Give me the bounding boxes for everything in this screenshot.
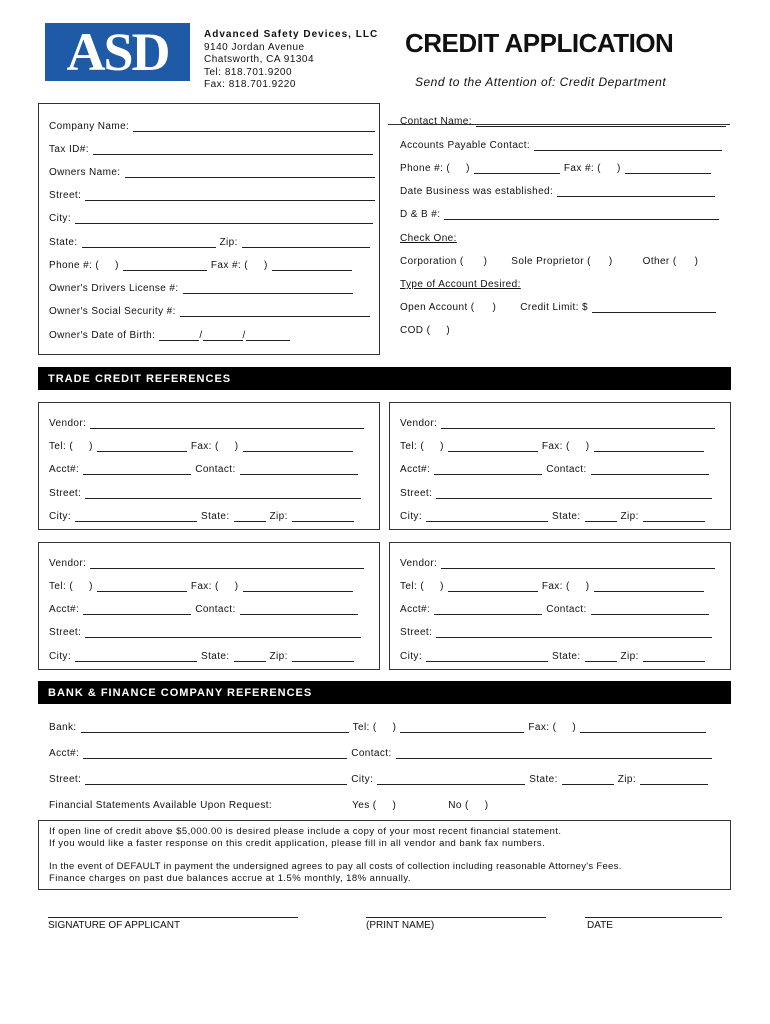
trade3-fax-label: Fax: ( — [190, 581, 219, 592]
bank-fax-input[interactable] — [580, 723, 706, 733]
trade4-street-row — [400, 624, 716, 638]
bank-contact-input[interactable] — [396, 749, 712, 759]
trade1-street-input[interactable] — [85, 489, 361, 499]
city-input[interactable] — [75, 214, 373, 224]
trade4-state-input[interactable] — [585, 652, 617, 662]
trade2-tel-close: ) — [440, 441, 444, 452]
drivers-license-row — [49, 280, 357, 294]
trade4-contact-label: Contact: — [546, 604, 587, 615]
fax-label: Fax #: ( — [210, 260, 248, 271]
page-title: CREDIT APPLICATION — [405, 28, 674, 58]
right-phone-label: Phone #: ( — [400, 163, 451, 174]
ap-contact-label: Accounts Payable Contact: — [400, 140, 531, 151]
trade2-street-label: Street: — [400, 488, 433, 499]
trade4-city-label: City: — [400, 651, 422, 662]
trade2-city-input[interactable] — [426, 512, 548, 522]
dnb-row — [400, 206, 723, 220]
fin-statements-row — [49, 797, 488, 811]
trade2-street-input[interactable] — [436, 489, 712, 499]
drivers-license-input[interactable] — [183, 284, 353, 294]
trade4-tel-close: ) — [440, 581, 444, 592]
trade4-zip-input[interactable] — [643, 652, 705, 662]
trade4-contact-input[interactable] — [591, 605, 709, 615]
trade4-street-label: Street: — [400, 627, 433, 638]
phone-input[interactable] — [123, 261, 207, 271]
company-address-2: Chatsworth, CA 91304 — [204, 54, 315, 65]
note-line-3: In the event of DEFAULT in payment the undersigned agrees to pay all costs of collection including reasonable Attorney's Fees. — [49, 861, 622, 872]
trade4-tel-input[interactable] — [448, 582, 538, 592]
trade3-contact-label: Contact: — [195, 604, 236, 615]
company-name-input[interactable] — [133, 122, 375, 132]
fax-input[interactable] — [272, 261, 352, 271]
business-type-row — [400, 253, 698, 267]
bank-zip-label: Zip: — [617, 774, 637, 785]
dob-month-input[interactable] — [159, 331, 199, 341]
date-established-row — [400, 183, 719, 197]
trade4-acct-contact-row — [400, 601, 713, 615]
right-fax-input[interactable] — [625, 164, 711, 174]
trade3-vendor-row — [49, 555, 368, 569]
trade1-acct-input[interactable] — [83, 465, 191, 475]
bank-tel-label: Tel: ( — [352, 722, 377, 733]
fin-statements-label: Financial Statements Available Upon Request: — [49, 800, 273, 811]
trade3-fax-close: ) — [234, 581, 239, 592]
contact-name-label: Contact Name: — [400, 116, 472, 127]
street-row — [49, 187, 379, 201]
credit-limit-label: Credit Limit: $ — [520, 302, 588, 313]
trade1-contact-input[interactable] — [240, 465, 358, 475]
dob-slash-1: / — [199, 330, 203, 341]
dnb-label: D & B #: — [400, 209, 441, 220]
trade1-zip-label: Zip: — [269, 511, 288, 522]
trade2-state-input[interactable] — [585, 512, 617, 522]
type-account-label: Type of Account Desired: — [400, 279, 521, 290]
phone-fax-row — [49, 257, 356, 271]
trade2-city-row — [400, 508, 709, 522]
dob-year-input[interactable] — [246, 331, 290, 341]
city-label: City: — [49, 213, 71, 224]
trade3-street-row — [49, 624, 365, 638]
company-name-label: Company Name: — [49, 121, 130, 132]
note-line-2: If you would like a faster response on this credit application, please fill in all vendor and bank fax numbers. — [49, 838, 546, 849]
fin-yes-close: ) — [392, 800, 397, 811]
trade1-fax-input[interactable] — [243, 442, 353, 452]
right-phone-close: ) — [466, 163, 470, 174]
city-row — [49, 210, 377, 224]
fin-yes-label: Yes ( — [352, 800, 377, 811]
bank-row — [49, 719, 710, 733]
trade4-fax-label: Fax: ( — [541, 581, 570, 592]
trade2-contact-input[interactable] — [591, 465, 709, 475]
trade2-vendor-input[interactable] — [441, 419, 715, 429]
other-label: Other ( — [642, 256, 677, 267]
credit-limit-input[interactable] — [592, 303, 716, 313]
date-label: DATE — [587, 920, 613, 931]
trade2-tel-input[interactable] — [448, 442, 538, 452]
bank-state-input[interactable] — [562, 775, 614, 785]
trade3-city-input[interactable] — [75, 652, 197, 662]
trade2-city-label: City: — [400, 511, 422, 522]
cod-label: COD ( — [400, 325, 431, 336]
trade2-tel-fax-row — [400, 438, 708, 452]
dnb-input[interactable] — [444, 210, 719, 220]
trade4-tel-fax-row — [400, 578, 708, 592]
trade1-city-row — [49, 508, 358, 522]
trade1-street-label: Street: — [49, 488, 82, 499]
trade2-fax-input[interactable] — [594, 442, 704, 452]
trade2-acct-contact-row — [400, 461, 713, 475]
company-name-row — [49, 118, 379, 132]
fin-no-close: ) — [484, 800, 489, 811]
dob-label: Owner's Date of Birth: — [49, 330, 156, 341]
check-one-row — [400, 230, 457, 244]
trade1-city-input[interactable] — [75, 512, 197, 522]
trade1-acct-contact-row — [49, 461, 362, 475]
print-name-line[interactable] — [366, 917, 546, 918]
cod-row — [400, 322, 450, 336]
state-label: State: — [49, 237, 78, 248]
type-account-row — [400, 276, 521, 290]
open-account-label: Open Account ( — [400, 302, 475, 313]
trade2-fax-close: ) — [585, 441, 590, 452]
open-account-row — [400, 299, 720, 313]
trade3-city-label: City: — [49, 651, 71, 662]
right-phone-fax-row — [400, 160, 715, 174]
zip-label: Zip: — [219, 237, 238, 248]
trade4-vendor-row — [400, 555, 719, 569]
trade4-zip-label: Zip: — [620, 651, 639, 662]
bank-tel-input[interactable] — [400, 723, 524, 733]
note-line-1: If open line of credit above $5,000.00 is desired please include a copy of your most recent financial statement. — [49, 826, 562, 837]
drivers-license-label: Owner's Drivers License #: — [49, 283, 179, 294]
contact-name-input[interactable] — [476, 117, 726, 127]
trade3-acct-label: Acct#: — [49, 604, 80, 615]
tax-id-input[interactable] — [93, 145, 373, 155]
trade2-contact-label: Contact: — [546, 464, 587, 475]
dob-row — [49, 327, 294, 341]
trade3-tel-close: ) — [89, 581, 93, 592]
sole-prop-close: ) — [608, 256, 613, 267]
corporation-label: Corporation ( — [400, 256, 464, 267]
trade4-fax-close: ) — [585, 581, 590, 592]
bank-street-row — [49, 771, 712, 785]
trade4-street-input[interactable] — [436, 628, 712, 638]
trade4-city-row — [400, 648, 709, 662]
trade1-state-input[interactable] — [234, 512, 266, 522]
trade2-acct-input[interactable] — [434, 465, 542, 475]
bank-acct-row — [49, 745, 716, 759]
trade1-city-label: City: — [49, 511, 71, 522]
ssn-row — [49, 303, 374, 317]
trade4-vendor-input[interactable] — [441, 559, 715, 569]
trade1-fax-label: Fax: ( — [190, 441, 219, 452]
trade1-vendor-input[interactable] — [90, 419, 364, 429]
trade3-street-input[interactable] — [85, 628, 361, 638]
fax-close: ) — [264, 260, 268, 271]
trade3-vendor-input[interactable] — [90, 559, 364, 569]
trade3-fax-input[interactable] — [243, 582, 353, 592]
trade1-state-label: State: — [201, 511, 230, 522]
trade1-vendor-label: Vendor: — [49, 418, 87, 429]
trade3-vendor-label: Vendor: — [49, 558, 87, 569]
trade4-tel-label: Tel: ( — [400, 581, 425, 592]
corporation-close: ) — [483, 256, 488, 267]
bank-fax-label: Fax: ( — [528, 722, 557, 733]
ap-contact-input[interactable] — [534, 141, 722, 151]
dob-slash-2: / — [242, 330, 246, 341]
signature-line[interactable] — [48, 917, 298, 918]
right-fax-label: Fax #: ( — [563, 163, 601, 174]
trade4-fax-input[interactable] — [594, 582, 704, 592]
bank-acct-label: Acct#: — [49, 748, 80, 759]
bank-references-header: BANK & FINANCE COMPANY REFERENCES — [38, 681, 731, 704]
bank-state-label: State: — [529, 774, 558, 785]
trade1-street-row — [49, 485, 365, 499]
owners-name-row — [49, 164, 379, 178]
trade2-zip-label: Zip: — [620, 511, 639, 522]
bank-fax-close: ) — [572, 722, 577, 733]
trade2-acct-label: Acct#: — [400, 464, 431, 475]
cod-close: ) — [446, 325, 451, 336]
trade3-street-label: Street: — [49, 627, 82, 638]
tax-id-label: Tax ID#: — [49, 144, 89, 155]
bank-zip-input[interactable] — [640, 775, 708, 785]
trade4-vendor-label: Vendor: — [400, 558, 438, 569]
trade4-acct-input[interactable] — [434, 605, 542, 615]
trade2-vendor-label: Vendor: — [400, 418, 438, 429]
print-name-label: (PRINT NAME) — [366, 920, 435, 931]
ap-contact-row — [400, 137, 726, 151]
trade3-state-input[interactable] — [234, 652, 266, 662]
date-established-label: Date Business was established: — [400, 186, 554, 197]
trade4-state-label: State: — [552, 651, 581, 662]
date-established-input[interactable] — [557, 187, 715, 197]
trade2-state-label: State: — [552, 511, 581, 522]
trade1-acct-label: Acct#: — [49, 464, 80, 475]
zip-input[interactable] — [242, 238, 370, 248]
bank-contact-label: Contact: — [351, 748, 392, 759]
trade3-zip-label: Zip: — [269, 651, 288, 662]
owners-name-input[interactable] — [125, 168, 375, 178]
fin-no-label: No ( — [448, 800, 469, 811]
other-close: ) — [694, 256, 699, 267]
trade2-zip-input[interactable] — [643, 512, 705, 522]
company-fax: Fax: 818.701.9220 — [204, 79, 296, 88]
trade3-state-label: State: — [201, 651, 230, 662]
state-zip-row — [49, 234, 374, 248]
trade4-acct-label: Acct#: — [400, 604, 431, 615]
trade1-fax-close: ) — [234, 441, 239, 452]
trade3-tel-label: Tel: ( — [49, 581, 74, 592]
open-account-close: ) — [492, 302, 497, 313]
company-name: Advanced Safety Devices, LLC — [204, 29, 379, 40]
trade3-tel-input[interactable] — [97, 582, 187, 592]
company-address-1: 9140 Jordan Avenue — [204, 42, 305, 53]
bank-input[interactable] — [81, 723, 349, 733]
trade1-zip-input[interactable] — [292, 512, 354, 522]
page-subtitle: Send to the Attention of: Credit Department — [415, 75, 667, 89]
trade1-tel-label: Tel: ( — [49, 441, 74, 452]
right-divider-1 — [388, 124, 730, 125]
trade3-acct-contact-row — [49, 601, 362, 615]
bank-label: Bank: — [49, 722, 77, 733]
dob-day-input[interactable] — [203, 331, 243, 341]
phone-label: Phone #: ( — [49, 260, 100, 271]
bank-acct-input[interactable] — [83, 749, 347, 759]
bank-city-label: City: — [351, 774, 374, 785]
sole-prop-label: Sole Proprietor ( — [511, 256, 591, 267]
bank-street-input[interactable] — [85, 775, 347, 785]
bank-tel-close: ) — [392, 722, 397, 733]
trade4-city-input[interactable] — [426, 652, 548, 662]
signature-label: SIGNATURE OF APPLICANT — [48, 920, 181, 931]
trade3-city-row — [49, 648, 358, 662]
logo-text: ASD — [66, 23, 169, 81]
street-label: Street: — [49, 190, 82, 201]
state-input[interactable] — [82, 238, 216, 248]
trade2-street-row — [400, 485, 716, 499]
street-input[interactable] — [85, 191, 375, 201]
phone-close: ) — [115, 260, 119, 271]
trade2-tel-label: Tel: ( — [400, 441, 425, 452]
date-line[interactable] — [585, 917, 722, 918]
trade3-contact-input[interactable] — [240, 605, 358, 615]
trade1-tel-fax-row — [49, 438, 357, 452]
trade3-tel-fax-row — [49, 578, 357, 592]
company-tel: Tel: 818.701.9200 — [204, 67, 293, 78]
trade3-zip-input[interactable] — [292, 652, 354, 662]
trade1-vendor-row — [49, 415, 368, 429]
trade2-vendor-row — [400, 415, 719, 429]
company-logo — [45, 23, 190, 81]
check-one-label: Check One: — [400, 233, 457, 244]
trade2-fax-label: Fax: ( — [541, 441, 570, 452]
right-fax-close: ) — [617, 163, 621, 174]
note-line-4: Finance charges on past due balances accrue at 1.5% monthly, 18% annually. — [49, 873, 411, 884]
trade3-acct-input[interactable] — [83, 605, 191, 615]
bank-city-input[interactable] — [377, 775, 525, 785]
owners-name-label: Owners Name: — [49, 167, 121, 178]
ssn-label: Owner's Social Security #: — [49, 306, 176, 317]
trade1-tel-input[interactable] — [97, 442, 187, 452]
bank-street-label: Street: — [49, 774, 82, 785]
trade1-tel-close: ) — [89, 441, 93, 452]
trade1-contact-label: Contact: — [195, 464, 236, 475]
ssn-input[interactable] — [180, 307, 370, 317]
tax-id-row — [49, 141, 377, 155]
trade-references-header: TRADE CREDIT REFERENCES — [38, 367, 731, 390]
right-phone-input[interactable] — [474, 164, 560, 174]
